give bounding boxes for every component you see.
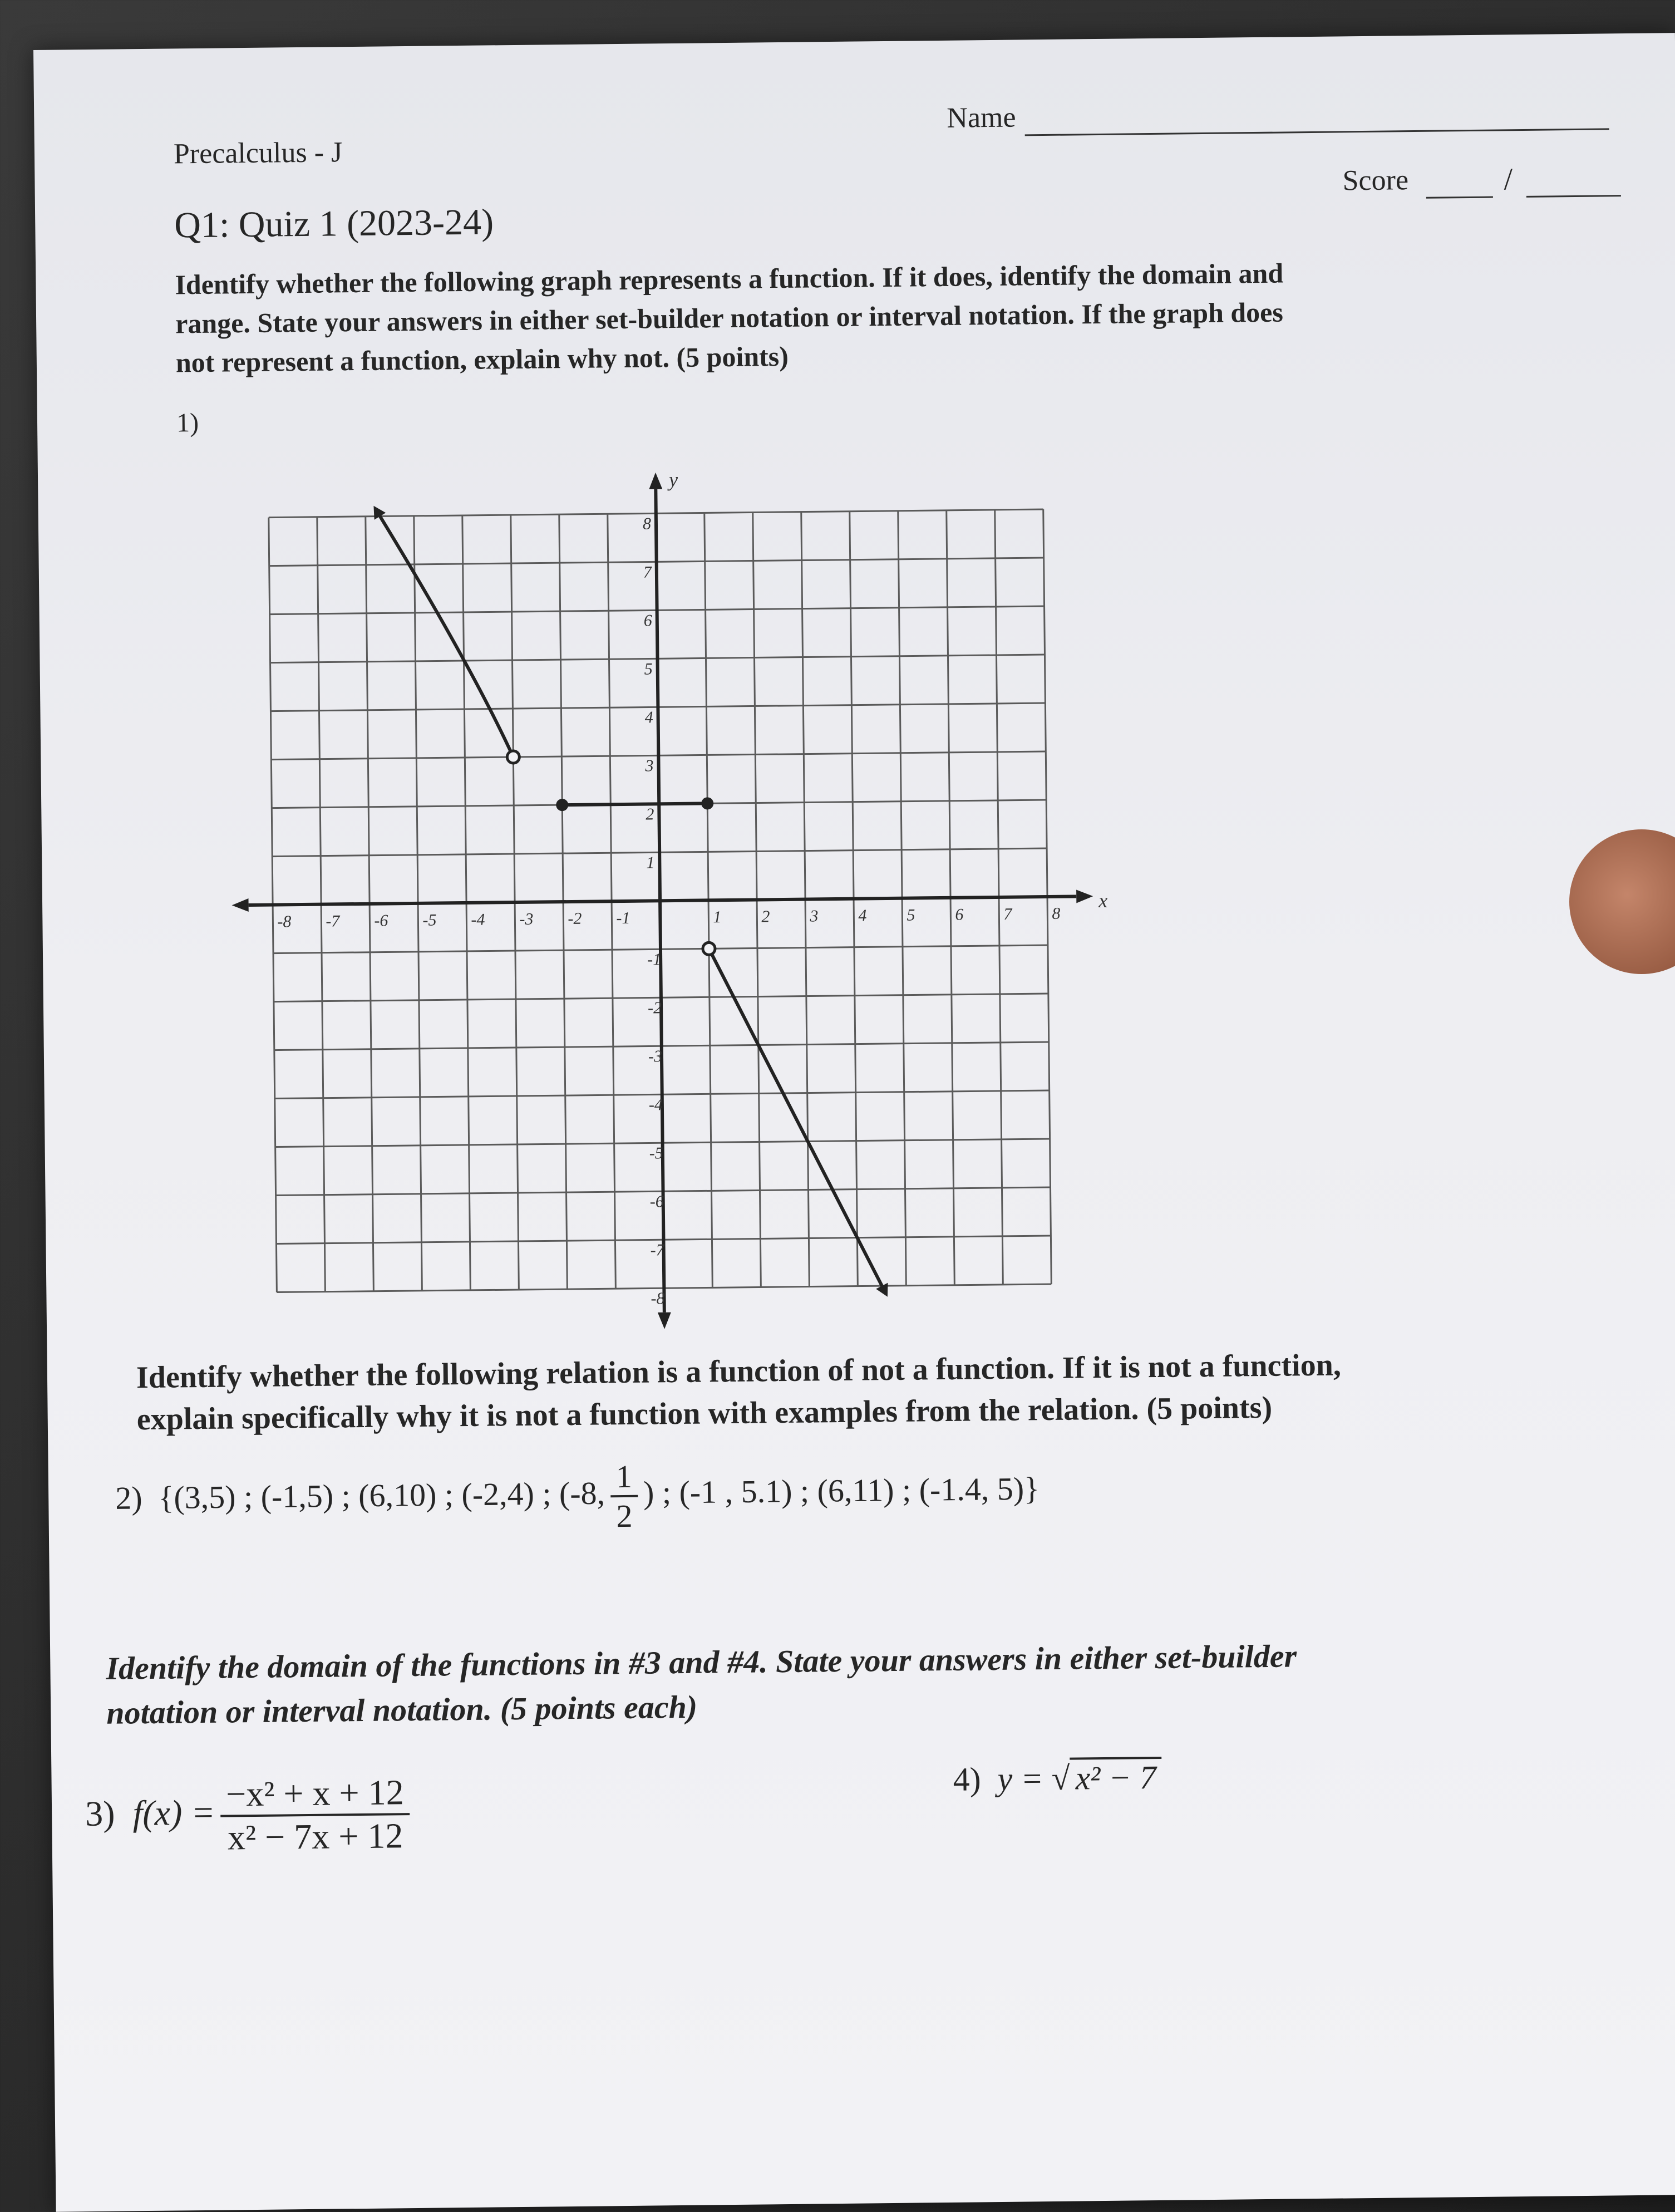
y-tick-label: 4 bbox=[644, 708, 653, 727]
question3-fraction bbox=[220, 1772, 410, 1859]
score-separator: / bbox=[1504, 162, 1513, 197]
section1-instructions-line3: not represent a function, explain why not. (5 points) bbox=[175, 340, 789, 379]
y-axis-arrow-down bbox=[658, 1313, 671, 1329]
question3-denominator: x² − 7x + 12 bbox=[227, 1816, 403, 1857]
x-tick-label: -8 bbox=[277, 912, 292, 931]
y-tick-label: -3 bbox=[648, 1047, 663, 1066]
graph-tick-labels bbox=[273, 464, 1112, 1311]
fraction-denominator: 2 bbox=[616, 1497, 633, 1535]
y-axis-arrow-up bbox=[649, 473, 662, 489]
x-tick-label: -5 bbox=[422, 911, 437, 930]
closed-endpoint bbox=[701, 797, 713, 809]
y-tick-label: 8 bbox=[642, 514, 652, 533]
x-tick-label: 6 bbox=[955, 905, 964, 924]
x-tick-label: 8 bbox=[1052, 904, 1061, 923]
y-tick-label: 6 bbox=[643, 611, 652, 630]
y-tick-label: -6 bbox=[649, 1192, 664, 1211]
curve-segment bbox=[380, 515, 513, 758]
x-axis-label: x bbox=[1098, 889, 1108, 912]
section1-instructions-line1: Identify whether the following graph represents a function. If it does, identify the domain and bbox=[175, 257, 1284, 301]
y-tick-label: 1 bbox=[646, 853, 655, 872]
line-segment bbox=[562, 803, 707, 805]
x-tick-label: -4 bbox=[471, 910, 485, 929]
section3-instructions-line1: Identify the domain of the functions in #3 and #4. State your answers in either set-builder bbox=[106, 1638, 1297, 1687]
y-axis-label: y bbox=[668, 468, 678, 491]
y-tick-label: -4 bbox=[648, 1095, 663, 1114]
open-endpoint bbox=[703, 942, 715, 955]
quiz-title: Q1: Quiz 1 (2023-24) bbox=[174, 201, 494, 246]
section1-instructions-line2: range. State your answers in either set-builder notation or interval notation. If the graph does bbox=[175, 296, 1284, 340]
question3-lhs: f(x) = bbox=[132, 1792, 215, 1833]
question3-number: 3) bbox=[85, 1793, 115, 1833]
question2-number: 2) bbox=[115, 1479, 142, 1516]
x-tick-label: 4 bbox=[858, 906, 867, 925]
y-tick-label: -2 bbox=[647, 999, 662, 1017]
question4-lhs: y = bbox=[997, 1760, 1044, 1798]
x-tick-label: -2 bbox=[568, 909, 582, 928]
sqrt-symbol: √ bbox=[1051, 1759, 1071, 1797]
y-tick-label: 2 bbox=[646, 805, 654, 824]
x-tick-label: -6 bbox=[374, 911, 388, 930]
y-tick-label: -8 bbox=[651, 1289, 665, 1308]
quiz-paper bbox=[33, 33, 1675, 2212]
open-endpoint bbox=[507, 751, 519, 763]
question3-numerator: −x² + x + 12 bbox=[220, 1772, 410, 1817]
name-line bbox=[1025, 128, 1609, 136]
y-tick-label: -5 bbox=[649, 1144, 663, 1163]
y-tick-label: 5 bbox=[644, 660, 653, 679]
section2-instructions-line1: Identify whether the following relation is a function of not a function. If it is not a function, bbox=[136, 1348, 1342, 1395]
x-axis-arrow-left bbox=[231, 898, 248, 912]
y-tick-label: 3 bbox=[645, 756, 654, 775]
x-tick-label: 1 bbox=[713, 908, 722, 927]
question2 bbox=[115, 1453, 1040, 1540]
x-tick-label: 2 bbox=[761, 907, 770, 926]
section2-instructions-line2: explain specifically why it is not a function with examples from the relation. (5 points) bbox=[136, 1390, 1273, 1437]
x-tick-label: 3 bbox=[810, 907, 819, 926]
question3 bbox=[85, 1772, 415, 1860]
score-line-earned bbox=[1426, 196, 1493, 199]
y-tick-label: -1 bbox=[647, 950, 662, 969]
closed-endpoint bbox=[556, 799, 568, 811]
y-tick-label: 7 bbox=[643, 563, 652, 582]
fraction-numerator: 1 bbox=[610, 1458, 638, 1498]
course-label: Precalculus - J bbox=[173, 136, 343, 170]
x-tick-label: -1 bbox=[616, 908, 630, 928]
question1-number: 1) bbox=[176, 407, 199, 438]
question4 bbox=[953, 1758, 1162, 1799]
section3-instructions-line2: notation or interval notation. (5 points each) bbox=[106, 1688, 698, 1731]
x-tick-label: -7 bbox=[326, 912, 340, 931]
relation-part2: ) ; (-1 , 5.1) ; (6,11) ; (-1.4, 5)} bbox=[643, 1470, 1040, 1511]
question4-radicand: x² − 7 bbox=[1070, 1757, 1162, 1797]
x-axis bbox=[249, 896, 1077, 905]
x-axis-arrow-right bbox=[1076, 889, 1093, 903]
y-tick-label: -7 bbox=[650, 1241, 664, 1260]
function-graph bbox=[171, 440, 1127, 1351]
relation-fraction bbox=[610, 1458, 638, 1535]
x-tick-label: 5 bbox=[907, 906, 915, 925]
question4-number: 4) bbox=[953, 1761, 981, 1798]
name-label: Name bbox=[947, 101, 1016, 134]
score-label: Score bbox=[1342, 164, 1409, 197]
score-line-total bbox=[1526, 195, 1621, 198]
relation-part1: {(3,5) ; (-1,5) ; (6,10) ; (-2,4) ; (-8, bbox=[158, 1474, 605, 1516]
x-tick-label: 7 bbox=[1003, 905, 1012, 923]
x-tick-label: -3 bbox=[519, 910, 534, 928]
